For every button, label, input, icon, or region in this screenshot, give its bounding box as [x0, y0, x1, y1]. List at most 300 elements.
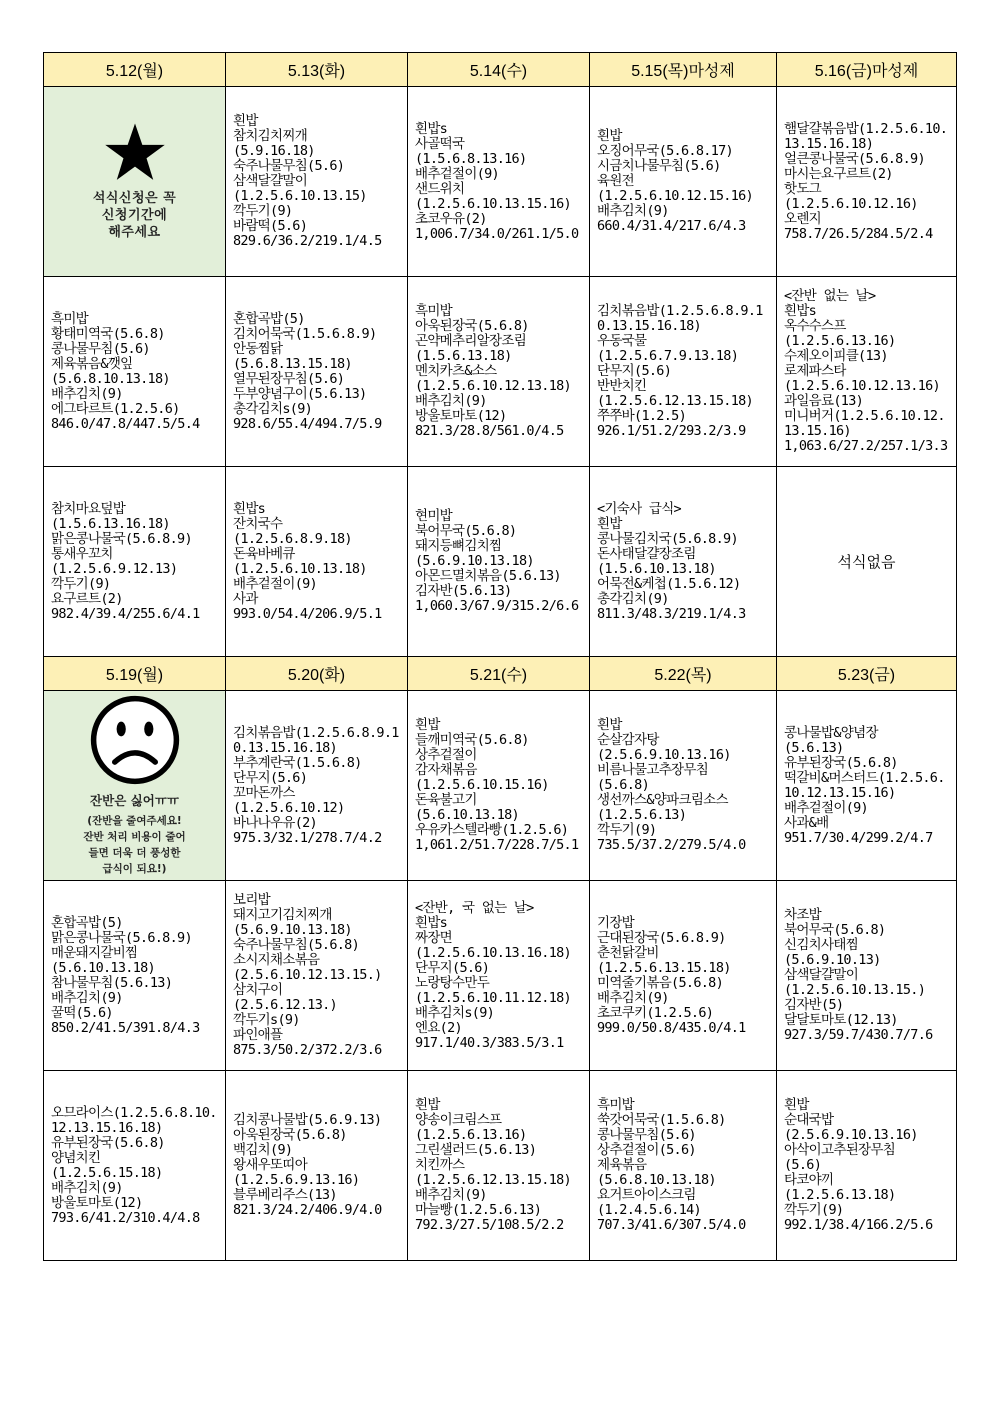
nutrition-info: 846.0/47.8/447.5/5.4	[51, 415, 200, 432]
menu-item: (1.2.5.6.13.16)	[784, 333, 896, 349]
menu-cell	[590, 277, 777, 467]
menu-list	[44, 916, 225, 1036]
menu-item: 흰밥	[597, 128, 622, 144]
menu-item: 참나물무침(5.6.13)	[51, 974, 173, 991]
menu-item: 김자반(5)	[784, 997, 844, 1013]
notice-line: 해주세요	[108, 225, 161, 240]
menu-cell	[44, 881, 226, 1071]
menu-item: 돈육불고기	[415, 792, 477, 808]
nutrition-info: 975.3/32.1/278.7/4.2	[233, 829, 382, 846]
notice-line: 잔반 처리 비용이 줄어	[83, 831, 186, 843]
menu-cell	[226, 277, 408, 467]
menu-item: 옥수수스프	[784, 318, 846, 334]
menu-item: (5.6.10.13.18)	[415, 807, 519, 823]
weekly-meal-table	[43, 52, 957, 1261]
menu-cell	[777, 277, 957, 467]
menu-cell	[226, 691, 408, 881]
menu-list	[777, 289, 956, 454]
menu-item: 깍두기(9)	[597, 822, 657, 838]
menu-item: (1.2.5.6.9.13.16)	[233, 1172, 360, 1188]
menu-item: 백김치(9)	[233, 1142, 293, 1158]
menu-item: (5.6.13)	[784, 739, 844, 756]
menu-item: 혼합곡밥(5)	[51, 914, 123, 931]
date-header: 5.15(목)마성제	[590, 53, 777, 87]
menu-item: 꿀떡(5.6)	[51, 1004, 113, 1021]
menu-item: 흑미밥	[51, 310, 89, 327]
menu-item: 상추겉절이(5.6)	[597, 1142, 696, 1158]
menu-item: 시금치나물무침(5.6)	[597, 158, 721, 174]
menu-item: 돼지등뼈김치찜	[415, 538, 502, 554]
menu-item: (5.6)	[784, 1157, 822, 1173]
meal-row	[44, 87, 957, 277]
menu-item: (1.2.5.6.8.9.18)	[233, 530, 352, 547]
menu-item: 감자채볶음	[415, 762, 477, 778]
menu-list	[408, 122, 589, 242]
menu-item: 깍두기s(9)	[233, 1012, 300, 1028]
menu-item: 아욱된장국(5.6.8)	[415, 318, 529, 334]
menu-item: 아몬드멸치볶음(5.6.13)	[415, 568, 561, 584]
menu-item: 현미밥	[415, 508, 453, 524]
notice-line: (잔반을 줄여주세요!	[87, 815, 182, 827]
menu-item: (1.2.5.6.10.13.15.16)	[415, 195, 571, 212]
menu-item: (1.2.5.6.10.13.15.)	[784, 982, 926, 998]
menu-item: (1.2.5.6.10.12.13.18)	[415, 378, 571, 394]
menu-item: 숙주나물무침(5.6.8)	[233, 937, 360, 953]
date-header: 5.12(월)	[44, 53, 226, 87]
nutrition-info: 999.0/50.8/435.0/4.1	[597, 1019, 746, 1036]
menu-item: 배추김치(9)	[415, 1187, 487, 1203]
nutrition-info: 707.3/41.6/307.5/4.0	[597, 1217, 746, 1233]
menu-item: 배추김치(9)	[415, 393, 487, 409]
menu-item: 콩나물김치국(5.6.8.9)	[597, 530, 738, 547]
menu-item: 통새우꼬치	[51, 545, 113, 562]
date-header: 5.22(목)	[590, 657, 777, 691]
menu-item: (1.2.5.6.10.15.16)	[415, 777, 549, 793]
notice-line: 석식신청은 꼭	[92, 191, 177, 206]
menu-item: 블루베리주스(13)	[233, 1187, 337, 1203]
menu-item: 배추겉절이(9)	[233, 575, 317, 592]
menu-item: 오렌지	[784, 210, 822, 227]
menu-item: (2.5.6.9.10.13.16)	[597, 747, 731, 763]
menu-list	[590, 916, 776, 1036]
menu-item: 숙주나물무침(5.6)	[233, 158, 345, 174]
menu-item: 총각김치s(9)	[233, 400, 313, 417]
menu-item: 배추김치(9)	[597, 203, 669, 219]
menu-list	[408, 718, 589, 853]
menu-cell	[408, 1071, 590, 1261]
notice-line: 신청기간에	[101, 208, 168, 223]
menu-item: 바나나우유(2)	[233, 814, 317, 831]
menu-cell	[590, 691, 777, 881]
menu-cell	[777, 1071, 957, 1261]
menu-item: 신김치사태찜	[784, 937, 859, 953]
menu-list	[226, 726, 407, 846]
menu-item: 배추김치(9)	[51, 1179, 123, 1196]
menu-cell	[777, 691, 957, 881]
menu-item: 배추겉절이(9)	[415, 165, 499, 182]
menu-item: 양송이크림스프	[415, 1112, 502, 1128]
notice-cell	[44, 691, 226, 881]
menu-item: 삼치구이	[233, 982, 283, 998]
date-header-row	[44, 53, 957, 87]
menu-item: <기숙사 급식>	[597, 500, 681, 517]
menu-item: 엔요(2)	[415, 1019, 462, 1036]
date-header: 5.23(금)	[777, 657, 957, 691]
menu-item: 치킨까스	[415, 1157, 465, 1173]
menu-item: 배추겉절이(9)	[784, 799, 868, 816]
menu-item: 기장밥	[597, 914, 635, 931]
menu-list	[590, 304, 776, 439]
menu-item: (1.2.5.6.15.18)	[51, 1164, 163, 1181]
menu-item: 핫도그	[784, 180, 822, 197]
menu-item: 삼색달걀말이	[784, 967, 859, 983]
menu-item: 떡갈비&머스터드(1.2.5.6.10.12.13.15.16)	[784, 769, 945, 801]
menu-item: 마늘빵(1.2.5.6.13)	[415, 1202, 542, 1218]
menu-item: 흰밥s	[784, 303, 817, 319]
nutrition-info: 1,060.3/67.9/315.2/6.6	[415, 598, 579, 614]
notice-line: 급식이 되요!)	[102, 863, 167, 875]
menu-item: 흰밥s	[415, 120, 448, 137]
menu-item: 비름나물고추장무침	[597, 762, 709, 778]
menu-item: 열무된장무침(5.6)	[233, 370, 345, 387]
menu-item: 깍두기(9)	[233, 203, 293, 219]
nutrition-info: 993.0/54.4/206.9/5.1	[233, 605, 382, 622]
menu-item: 부추계란국(1.5.6.8)	[233, 754, 362, 771]
nutrition-info: 926.1/51.2/293.2/3.9	[597, 423, 746, 439]
menu-list	[226, 502, 407, 622]
menu-item: (1.2.5.6.13.16)	[415, 1127, 527, 1143]
menu-item: 맑은콩나물국(5.6.8.9)	[51, 530, 192, 547]
menu-item: 노랑탕수만두	[415, 974, 490, 991]
menu-item: 깍두기(9)	[51, 575, 111, 592]
menu-item: (1.2.4.5.6.14)	[597, 1202, 701, 1218]
menu-item: (1.2.5.6.7.9.13.18)	[597, 348, 739, 364]
menu-item: (5.6.8.13.15.18)	[233, 355, 352, 372]
menu-item: (5.6.9.10.13.18)	[233, 922, 352, 938]
nutrition-info: 928.6/55.4/494.7/5.9	[233, 415, 382, 432]
menu-item: 콩나물밥&양념장	[784, 724, 878, 741]
menu-item: 흑미밥	[415, 303, 453, 319]
menu-item: 돈육바베큐	[233, 545, 295, 562]
nutrition-info: 951.7/30.4/299.2/4.7	[784, 829, 933, 846]
menu-item: (5.6.9.10.13)	[784, 952, 881, 968]
menu-item: 맑은콩나물국(5.6.8.9)	[51, 929, 192, 946]
menu-item: 배추김치s(9)	[415, 1004, 495, 1021]
menu-item: 그린샐러드(5.6.13)	[415, 1142, 537, 1158]
menu-item: 춘천닭갈비	[597, 944, 659, 961]
menu-item: (1.2.5.6.12.13.15.18)	[415, 1172, 571, 1188]
menu-list	[590, 1098, 776, 1233]
nutrition-info: 875.3/50.2/372.2/3.6	[233, 1042, 382, 1058]
menu-list	[777, 908, 956, 1043]
nutrition-info: 793.6/41.2/310.4/4.8	[51, 1209, 200, 1226]
menu-item: 달달토마토(12.13)	[784, 1012, 898, 1028]
menu-item: 마시는요구르트(2)	[784, 165, 893, 182]
menu-item: 김치볶음밥(1.2.5.6.8.9.10.13.15.16.18)	[597, 303, 763, 334]
menu-cell	[408, 277, 590, 467]
menu-item: (5.6.10.13.18)	[51, 959, 155, 976]
menu-item: 왕새우또띠아	[233, 1157, 308, 1173]
menu-cell	[226, 467, 408, 657]
menu-item: 초코쿠키(1.2.5.6)	[597, 1004, 714, 1021]
menu-item: 잔치국수	[233, 515, 283, 532]
menu-list	[408, 901, 589, 1051]
nutrition-info: 992.1/38.4/166.2/5.6	[784, 1217, 933, 1233]
menu-item: 콩나물무침(5.6)	[51, 340, 150, 357]
menu-item: 사과&배	[784, 814, 829, 831]
menu-item: 반반치킨	[597, 378, 647, 394]
menu-cell	[590, 881, 777, 1071]
menu-item: 짜장면	[415, 929, 453, 946]
meal-row	[44, 467, 957, 657]
menu-item: 요구르트(2)	[51, 590, 123, 607]
menu-item: 김자반(5.6.13)	[415, 583, 512, 599]
menu-item: 북어무국(5.6.8)	[415, 523, 517, 539]
menu-item: 꼬마돈까스	[233, 784, 295, 801]
menu-list	[408, 304, 589, 439]
menu-cell	[226, 1071, 408, 1261]
menu-item: (1.2.5.6.10.12.13.16)	[784, 378, 940, 394]
menu-item: 들깨미역국(5.6.8)	[415, 732, 529, 748]
menu-item: 차조밥	[784, 907, 822, 923]
nutrition-info: 821.3/28.8/561.0/4.5	[415, 423, 564, 439]
menu-item: 상추겉절이	[415, 747, 477, 763]
menu-item: 과일음료(13)	[784, 393, 864, 409]
sad-face-icon	[89, 694, 181, 786]
nutrition-info: 1,063.6/27.2/257.1/3.3	[784, 438, 948, 454]
menu-item: 생선까스&양파크림소스	[597, 792, 728, 808]
menu-list	[590, 129, 776, 234]
menu-cell	[226, 881, 408, 1071]
menu-item: 우동국물	[597, 333, 647, 349]
menu-item: 우유카스텔라빵(1.2.5.6)	[415, 822, 569, 838]
menu-item: 북어무국(5.6.8)	[784, 922, 886, 938]
date-header: 5.19(월)	[44, 657, 226, 691]
menu-item: 바람떡(5.6)	[233, 218, 308, 234]
menu-item: 흰밥	[415, 717, 440, 733]
menu-item: 미니버거(1.2.5.6.10.12.13.15.16)	[784, 408, 945, 439]
nutrition-info: 829.6/36.2/219.1/4.5	[233, 233, 382, 249]
menu-item: (1.5.6.13.16.18)	[51, 515, 170, 532]
menu-item: 햄달걀볶음밥(1.2.5.6.10.13.15.16.18)	[784, 120, 948, 152]
menu-cell	[226, 87, 408, 277]
menu-item: (5.9.16.18)	[233, 143, 315, 159]
nutrition-info: 660.4/31.4/217.6/4.3	[597, 218, 746, 234]
notice-text	[44, 813, 225, 877]
menu-item: (1.2.5.6.10.13.15)	[233, 188, 367, 204]
menu-item: 양념치킨	[51, 1149, 101, 1166]
star-icon	[104, 122, 166, 182]
menu-item: 소시지채소볶음	[233, 952, 320, 968]
menu-item: 어묵전&케첩(1.5.6.12)	[597, 575, 741, 592]
menu-item: 순대국밥	[784, 1112, 834, 1128]
menu-list	[777, 726, 956, 846]
menu-item: 아욱된장국(5.6.8)	[233, 1127, 347, 1143]
menu-item: (5.6.8)	[597, 777, 649, 793]
menu-item: 멘치카츠&소스	[415, 363, 497, 379]
menu-item: 총각김치(9)	[597, 590, 669, 607]
menu-item: 로제파스타	[784, 363, 846, 379]
menu-item: (1.5.6.10.13.18)	[597, 560, 716, 577]
menu-cell	[777, 881, 957, 1071]
menu-item: 오징어무국(5.6.8.17)	[597, 143, 733, 159]
menu-item: (1.2.5.6.10.13.18)	[233, 560, 367, 577]
menu-item: 유부된장국(5.6.8)	[784, 754, 898, 771]
menu-item: 삼색달걀말이	[233, 173, 308, 189]
menu-cell	[44, 467, 226, 657]
menu-cell	[408, 87, 590, 277]
menu-item: 초코우유(2)	[415, 210, 487, 227]
menu-item: 순살감자탕	[597, 732, 659, 748]
menu-item: 흰밥	[597, 515, 622, 532]
nutrition-info: 811.3/48.3/219.1/4.3	[597, 605, 746, 622]
menu-item: (5.6.8.10.13.18)	[597, 1172, 716, 1188]
menu-cell	[590, 87, 777, 277]
menu-item: 흰밥s	[415, 914, 448, 931]
menu-item: (1.2.5.6.13.18)	[784, 1187, 896, 1203]
menu-item: (5.6.8.10.13.18)	[51, 370, 170, 387]
menu-item: 파인애플	[233, 1027, 283, 1043]
menu-item: 에그타르트(1.2.5.6)	[51, 400, 180, 417]
menu-item: 흰밥	[597, 717, 622, 733]
notice-line: 들면 더욱 더 풍성한	[88, 847, 181, 859]
menu-item: 쭈쭈바(1.2.5)	[597, 408, 687, 424]
menu-item: (1.2.5.6.12.13.15.18)	[597, 393, 753, 409]
menu-item: (2.5.6.12.13.)	[233, 997, 337, 1013]
menu-item: 참치마요덮밥	[51, 500, 126, 517]
menu-item: 흰밥	[233, 113, 258, 129]
menu-item: 콩나물무침(5.6)	[597, 1127, 696, 1143]
menu-list	[408, 509, 589, 614]
menu-item: 곤약메추리알장조림	[415, 333, 527, 349]
meal-row	[44, 277, 957, 467]
menu-item: (1.5.6.13.18)	[415, 348, 512, 364]
menu-cell	[408, 467, 590, 657]
menu-list	[226, 893, 407, 1058]
menu-item: 단무지(5.6)	[597, 363, 672, 379]
menu-cell	[590, 467, 777, 657]
menu-item: 두부양념구이(5.6.13)	[233, 385, 367, 402]
menu-list	[226, 1113, 407, 1218]
meal-row	[44, 881, 957, 1071]
menu-item: 안동찜닭	[233, 340, 283, 357]
menu-item: 김치어묵국(1.5.6.8.9)	[233, 325, 377, 342]
menu-cell	[777, 87, 957, 277]
menu-item: <잔반 없는 날>	[784, 288, 876, 304]
menu-item: (1.2.5.6.10.12.16)	[784, 195, 918, 212]
menu-item: 배추김치(9)	[51, 385, 123, 402]
menu-item: 얼큰콩나물국(5.6.8.9)	[784, 150, 925, 167]
menu-item: 깍두기(9)	[784, 1202, 844, 1218]
menu-list	[44, 312, 225, 432]
menu-item: 흰밥	[415, 1097, 440, 1113]
nutrition-info: 1,006.7/34.0/261.1/5.0	[415, 225, 579, 242]
menu-list	[590, 718, 776, 853]
menu-list	[408, 1098, 589, 1233]
menu-cell	[590, 1071, 777, 1261]
notice-cell	[44, 87, 226, 277]
nutrition-info: 927.3/59.7/430.7/7.6	[784, 1027, 933, 1043]
nutrition-info: 982.4/39.4/255.6/4.1	[51, 605, 200, 622]
menu-cell	[44, 277, 226, 467]
menu-item: 돈사태달걀장조림	[597, 545, 696, 562]
menu-item: 쑥갓어묵국(1.5.6.8)	[597, 1112, 726, 1128]
menu-item: 흰밥s	[233, 500, 266, 517]
menu-item: (1.2.5.6.10.11.12.18)	[415, 989, 571, 1006]
menu-item: 황태미역국(5.6.8)	[51, 325, 165, 342]
nutrition-info: 735.5/37.2/279.5/4.0	[597, 837, 746, 853]
menu-item: 오므라이스(1.2.5.6.8.10.12.13.15.16.18)	[51, 1104, 217, 1136]
menu-item: 김치볶음밥(1.2.5.6.8.9.10.13.15.16.18)	[233, 724, 399, 756]
no-dinner-cell: 석식없음	[777, 467, 957, 657]
date-header-row	[44, 657, 957, 691]
menu-item: 제육볶음	[597, 1157, 647, 1173]
nutrition-info: 758.7/26.5/284.5/2.4	[784, 225, 933, 242]
menu-item: 방울토마토(12)	[51, 1194, 143, 1211]
menu-cell	[408, 691, 590, 881]
menu-cell	[408, 881, 590, 1071]
menu-item: (1.5.6.8.13.16)	[415, 150, 527, 167]
notice-text	[44, 190, 225, 241]
menu-item: 타코야끼	[784, 1172, 834, 1188]
menu-item: (1.2.5.6.9.12.13)	[51, 560, 178, 577]
menu-item: 보리밥	[233, 892, 271, 908]
menu-item: 흰밥	[784, 1097, 809, 1113]
notice-title: 잔반은 싫어ㅠㅠ	[90, 793, 179, 808]
nutrition-info: 792.3/27.5/108.5/2.2	[415, 1217, 564, 1233]
nutrition-info: 1,061.2/51.7/228.7/5.1	[415, 837, 579, 853]
menu-item: (2.5.6.10.12.13.15.)	[233, 967, 382, 983]
menu-item: 육원전	[597, 173, 635, 189]
menu-item: 아삭이고추된장무침	[784, 1142, 896, 1158]
menu-item: 김치콩나물밥(5.6.9.13)	[233, 1112, 382, 1128]
menu-item: 수제오이피클(13)	[784, 348, 888, 364]
menu-item: 혼합곡밥(5)	[233, 310, 305, 327]
menu-item: 배추김치(9)	[51, 989, 123, 1006]
menu-item: 샌드위치	[415, 180, 465, 197]
menu-item: 방울토마토(12)	[415, 408, 507, 424]
nutrition-info: 917.1/40.3/383.5/3.1	[415, 1034, 564, 1051]
nutrition-info: 850.2/41.5/391.8/4.3	[51, 1019, 200, 1036]
menu-list	[777, 1098, 956, 1233]
date-header: 5.20(화)	[226, 657, 408, 691]
menu-item: 단무지(5.6)	[233, 769, 308, 786]
nutrition-info: 821.3/24.2/406.9/4.0	[233, 1202, 382, 1218]
menu-item: 요거트아이스크림	[597, 1187, 696, 1203]
menu-item: <잔반, 국 없는 날>	[415, 899, 534, 916]
date-header: 5.21(수)	[408, 657, 590, 691]
menu-item: 사골떡국	[415, 135, 465, 152]
menu-list	[44, 1106, 225, 1226]
menu-item: 유부된장국(5.6.8)	[51, 1134, 165, 1151]
menu-item: 흑미밥	[597, 1097, 635, 1113]
menu-item: (1.2.5.6.13)	[597, 807, 687, 823]
menu-item: 제육볶음&깻잎	[51, 355, 133, 372]
menu-item: (5.6.9.10.13.18)	[415, 553, 534, 569]
meal-row	[44, 691, 957, 881]
date-header: 5.14(수)	[408, 53, 590, 87]
menu-item: (2.5.6.9.10.13.16)	[784, 1127, 918, 1143]
menu-item: (1.2.5.6.13.15.18)	[597, 959, 731, 976]
menu-item: (1.2.5.6.10.12.15.16)	[597, 188, 753, 204]
menu-list	[590, 502, 776, 622]
menu-item: 단무지(5.6)	[415, 959, 490, 976]
menu-item: 돼지고기김치찌개	[233, 907, 332, 923]
menu-list	[226, 114, 407, 249]
menu-item: (1.2.5.6.10.13.16.18)	[415, 944, 571, 961]
menu-item: 배추김치(9)	[597, 989, 669, 1006]
menu-item: (1.2.5.6.10.12)	[233, 799, 345, 816]
